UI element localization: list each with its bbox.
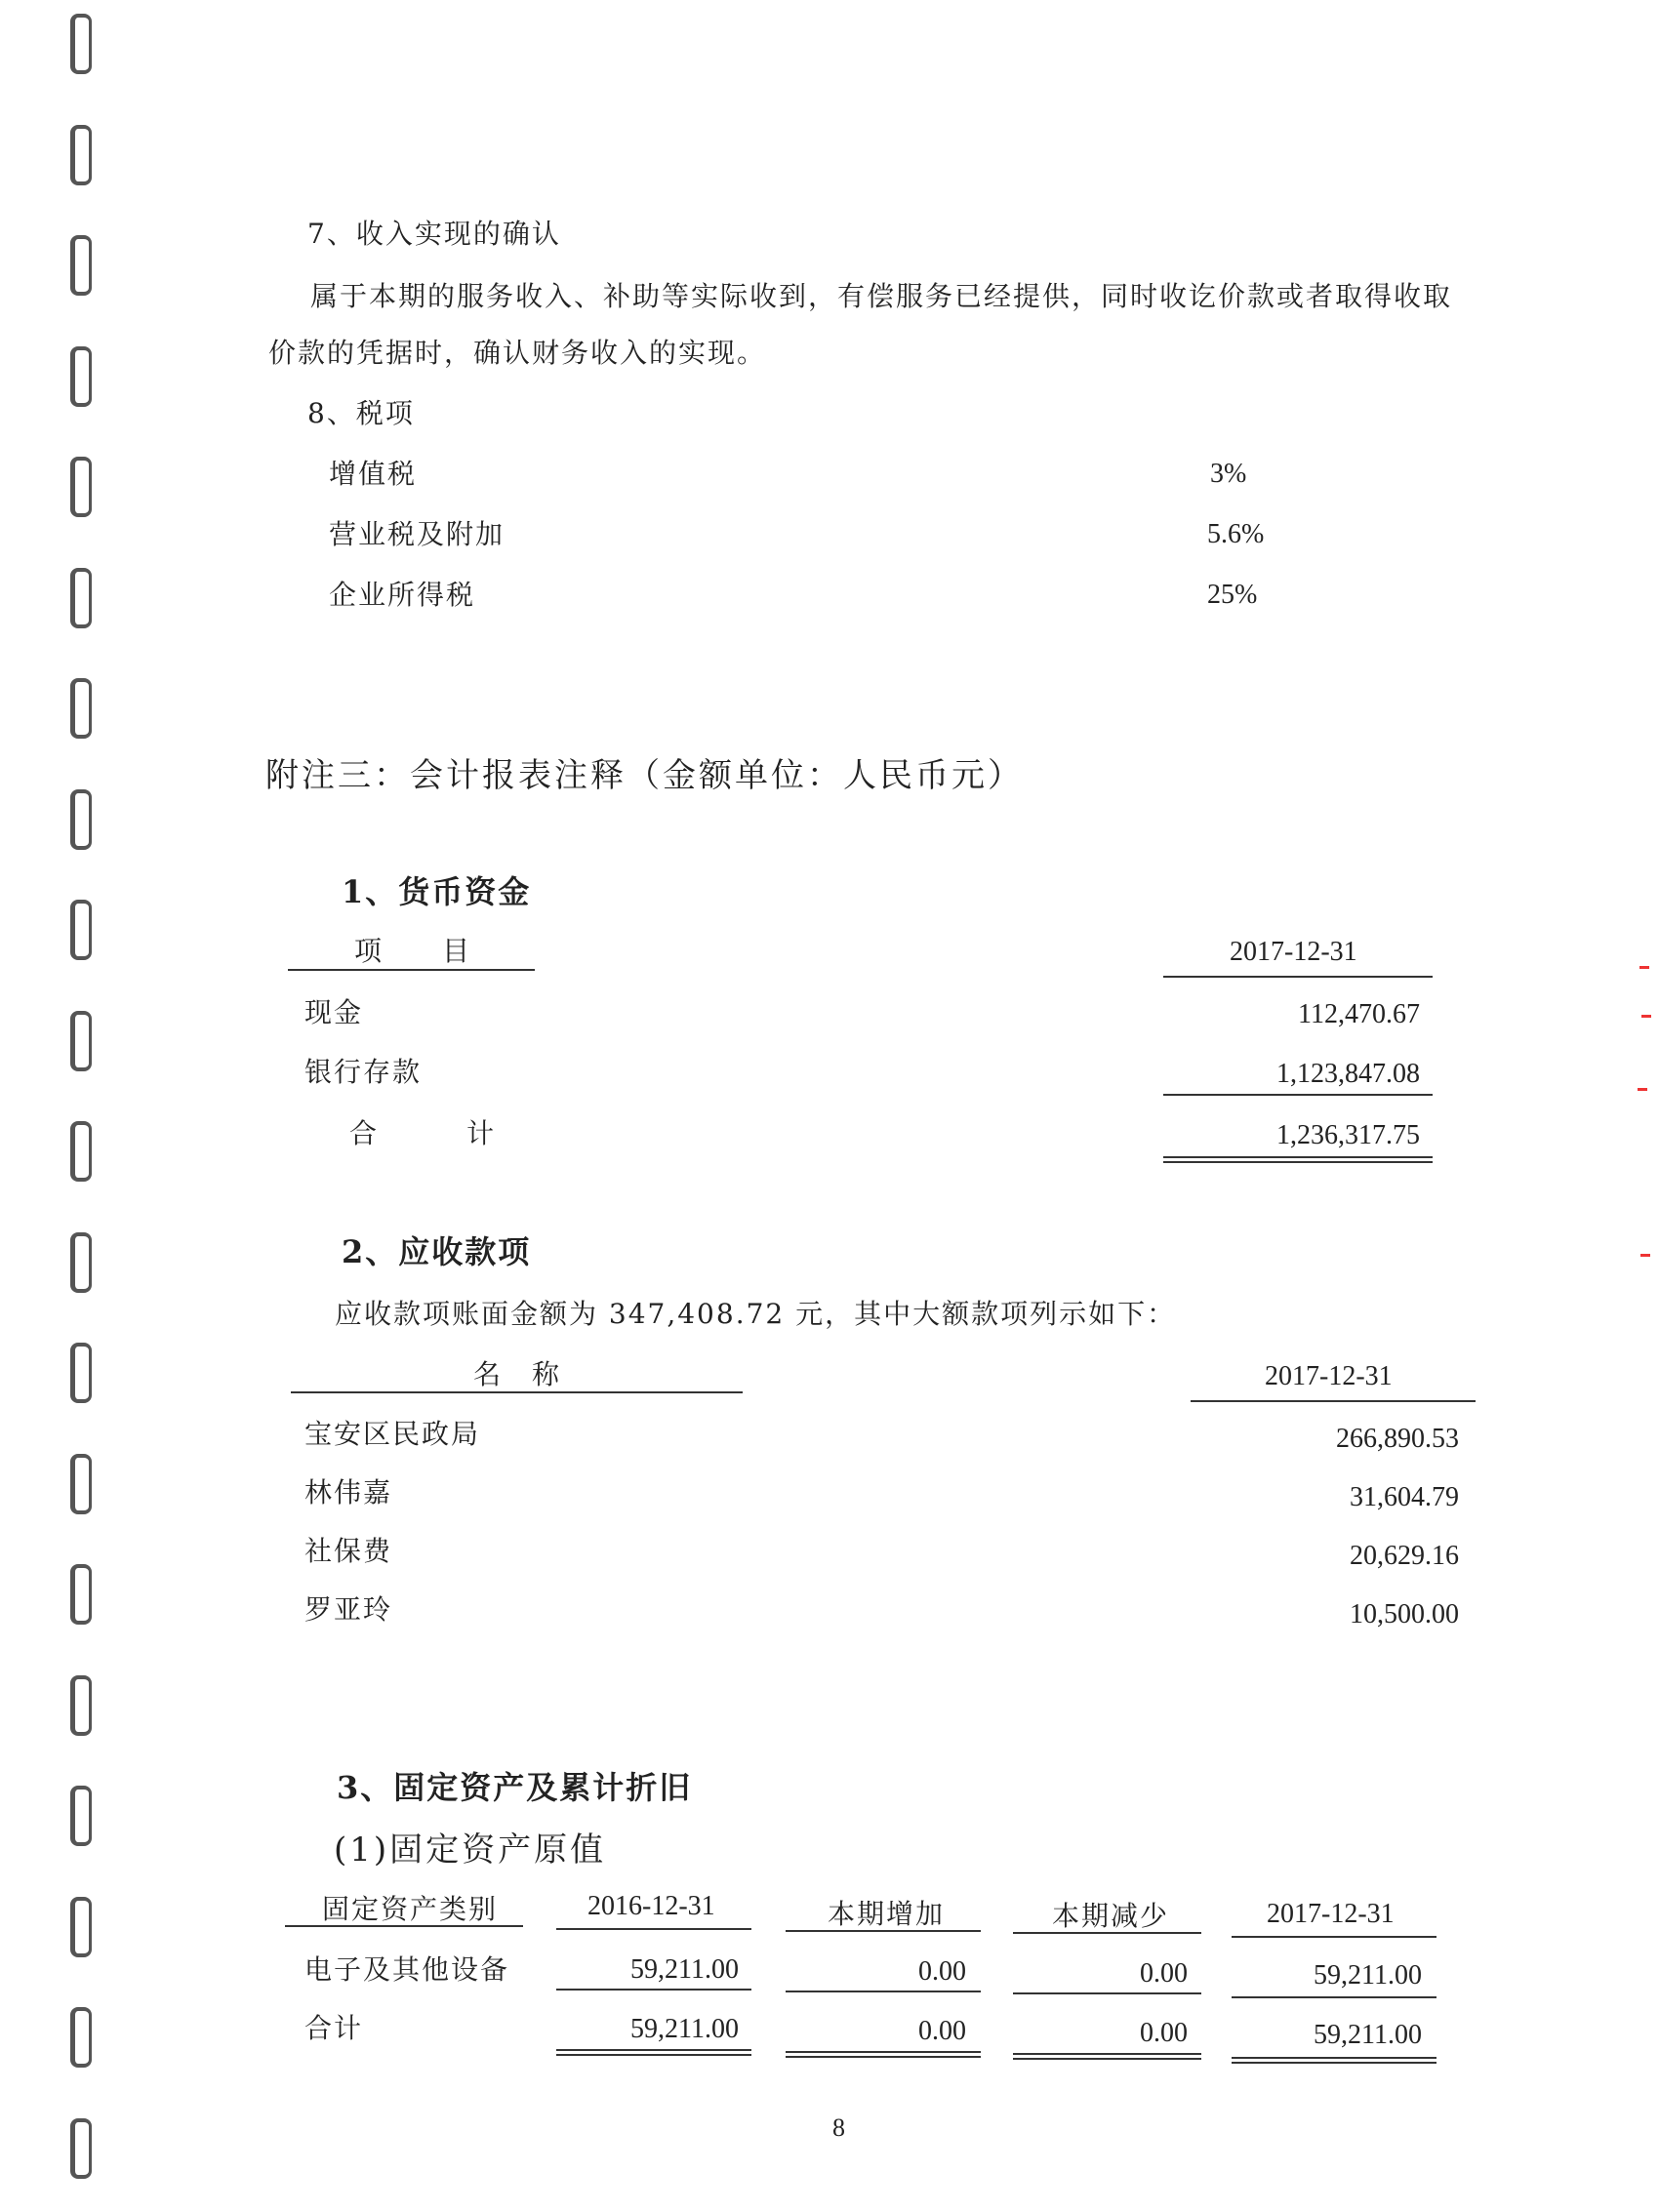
header-underline	[556, 1928, 751, 1930]
cash-total-value: 1,236,317.75	[1276, 1120, 1420, 1150]
fixed-total-value: 0.00	[918, 2016, 966, 2046]
binding-hole	[70, 1232, 92, 1293]
fixed-row-name: 电子及其他设备	[304, 1953, 510, 1986]
binding-hole	[70, 1786, 92, 1846]
total-double-underline	[1232, 2057, 1436, 2064]
binding-hole	[70, 1343, 92, 1403]
section-8-title: 8、税项	[307, 397, 415, 429]
header-underline	[1232, 1936, 1436, 1938]
header-underline	[1163, 976, 1433, 978]
receivable-row-value: 266,890.53	[1336, 1424, 1459, 1454]
fixed-col-header-2016: 2016-12-31	[587, 1891, 715, 1921]
page-number: 8	[832, 2113, 845, 2142]
fixed-total-value: 59,211.00	[630, 2014, 739, 2044]
fixed-col-header-2017: 2017-12-31	[1267, 1899, 1395, 1929]
cash-col-date-header: 2017-12-31	[1230, 937, 1357, 967]
binding-hole	[70, 457, 92, 517]
receivables-intro: 应收款项账面金额为 347,408.72 元，其中大额款项列示如下：	[335, 1298, 1177, 1330]
fixed-total-value: 0.00	[1140, 2018, 1188, 2048]
binding-hole	[70, 900, 92, 960]
fixed-col-header-increase: 本期增加	[828, 1898, 946, 1930]
binding-hole	[70, 2007, 92, 2068]
binding-hole	[70, 1897, 92, 1957]
header-underline	[786, 1930, 981, 1932]
fixed-assets-subtitle: (1)固定资产原值	[334, 1830, 607, 1870]
fixed-total-value: 59,211.00	[1314, 2020, 1422, 2050]
fixed-assets-section-title: 3、固定资产及累计折旧	[337, 1769, 693, 1806]
cash-col-item-header: 项 目	[354, 935, 472, 967]
tax-rate: 5.6%	[1207, 519, 1265, 549]
fixed-row-value: 0.00	[918, 1956, 966, 1987]
binding-hole	[70, 125, 92, 185]
receivable-row-value: 31,604.79	[1350, 1482, 1459, 1512]
binding-hole	[70, 1675, 92, 1736]
cash-row-value: 112,470.67	[1298, 999, 1420, 1029]
receivable-row-name: 宝安区民政局	[304, 1418, 481, 1450]
section-7-paragraph-line2: 价款的凭据时，确认财务收入的实现。	[268, 337, 767, 369]
header-underline	[285, 1925, 523, 1927]
section-7-paragraph-line1: 属于本期的服务收入、补助等实际收到，有偿服务已经提供，同时收讫价款或者取得收取	[310, 280, 1453, 312]
tax-name: 增值税	[329, 458, 418, 490]
subtotal-line	[1163, 1094, 1433, 1096]
binding-hole	[70, 789, 92, 850]
section-7-title: 7、收入实现的确认	[307, 218, 561, 250]
row-underline	[1013, 1992, 1201, 1994]
tax-name: 营业税及附加	[329, 518, 506, 550]
binding-hole	[70, 235, 92, 296]
row-underline	[1232, 1996, 1436, 1998]
fixed-row-value: 59,211.00	[1314, 1960, 1422, 1991]
cash-row-name: 现金	[304, 996, 364, 1028]
receivables-col-name-header: 名 称	[473, 1358, 562, 1390]
receivable-row-value: 20,629.16	[1350, 1541, 1459, 1571]
receivable-row-name: 社保费	[304, 1535, 393, 1567]
total-double-underline	[786, 2051, 981, 2058]
binding-hole	[70, 1121, 92, 1182]
total-double-underline	[556, 2049, 751, 2056]
receivables-col-date-header: 2017-12-31	[1265, 1361, 1393, 1391]
fixed-row-value: 0.00	[1140, 1958, 1188, 1989]
receivable-row-name: 林伟嘉	[304, 1476, 393, 1508]
stamp-fragment	[1639, 966, 1649, 969]
fixed-total-label: 合计	[304, 2012, 364, 2044]
stamp-fragment	[1641, 1015, 1651, 1018]
cash-row-name: 银行存款	[304, 1056, 423, 1088]
header-underline	[1191, 1400, 1476, 1402]
fixed-row-value: 59,211.00	[630, 1954, 739, 1985]
tax-rate: 3%	[1210, 459, 1247, 489]
receivables-section-title: 2、应收款项	[342, 1233, 532, 1270]
binding-hole	[70, 1011, 92, 1071]
binding-hole	[70, 568, 92, 628]
cash-row-value: 1,123,847.08	[1276, 1059, 1420, 1089]
stamp-fragment	[1640, 1254, 1650, 1257]
row-underline	[556, 1989, 751, 1991]
binding-hole	[70, 2118, 92, 2179]
total-double-underline	[1163, 1156, 1433, 1163]
cash-section-title: 1、货币资金	[342, 873, 532, 910]
binding-hole	[70, 14, 92, 74]
cash-total-label: 合 计	[349, 1117, 497, 1149]
binding-hole	[70, 1454, 92, 1514]
header-underline	[288, 969, 535, 971]
receivable-row-name: 罗亚玲	[304, 1593, 393, 1626]
fixed-col-header-category: 固定资产类别	[322, 1893, 499, 1925]
stamp-fragment	[1638, 1088, 1647, 1091]
header-underline	[291, 1391, 743, 1393]
tax-rate: 25%	[1207, 580, 1258, 610]
binding-hole	[70, 1564, 92, 1625]
total-double-underline	[1013, 2053, 1201, 2060]
header-underline	[1013, 1932, 1201, 1934]
binding-hole	[70, 678, 92, 739]
row-underline	[786, 1991, 981, 1992]
note-3-heading: 附注三：会计报表注释（金额单位：人民币元）	[265, 756, 1024, 795]
binding-hole	[70, 346, 92, 407]
tax-name: 企业所得税	[329, 579, 476, 611]
fixed-col-header-decrease: 本期减少	[1052, 1900, 1170, 1932]
receivable-row-value: 10,500.00	[1350, 1599, 1459, 1629]
